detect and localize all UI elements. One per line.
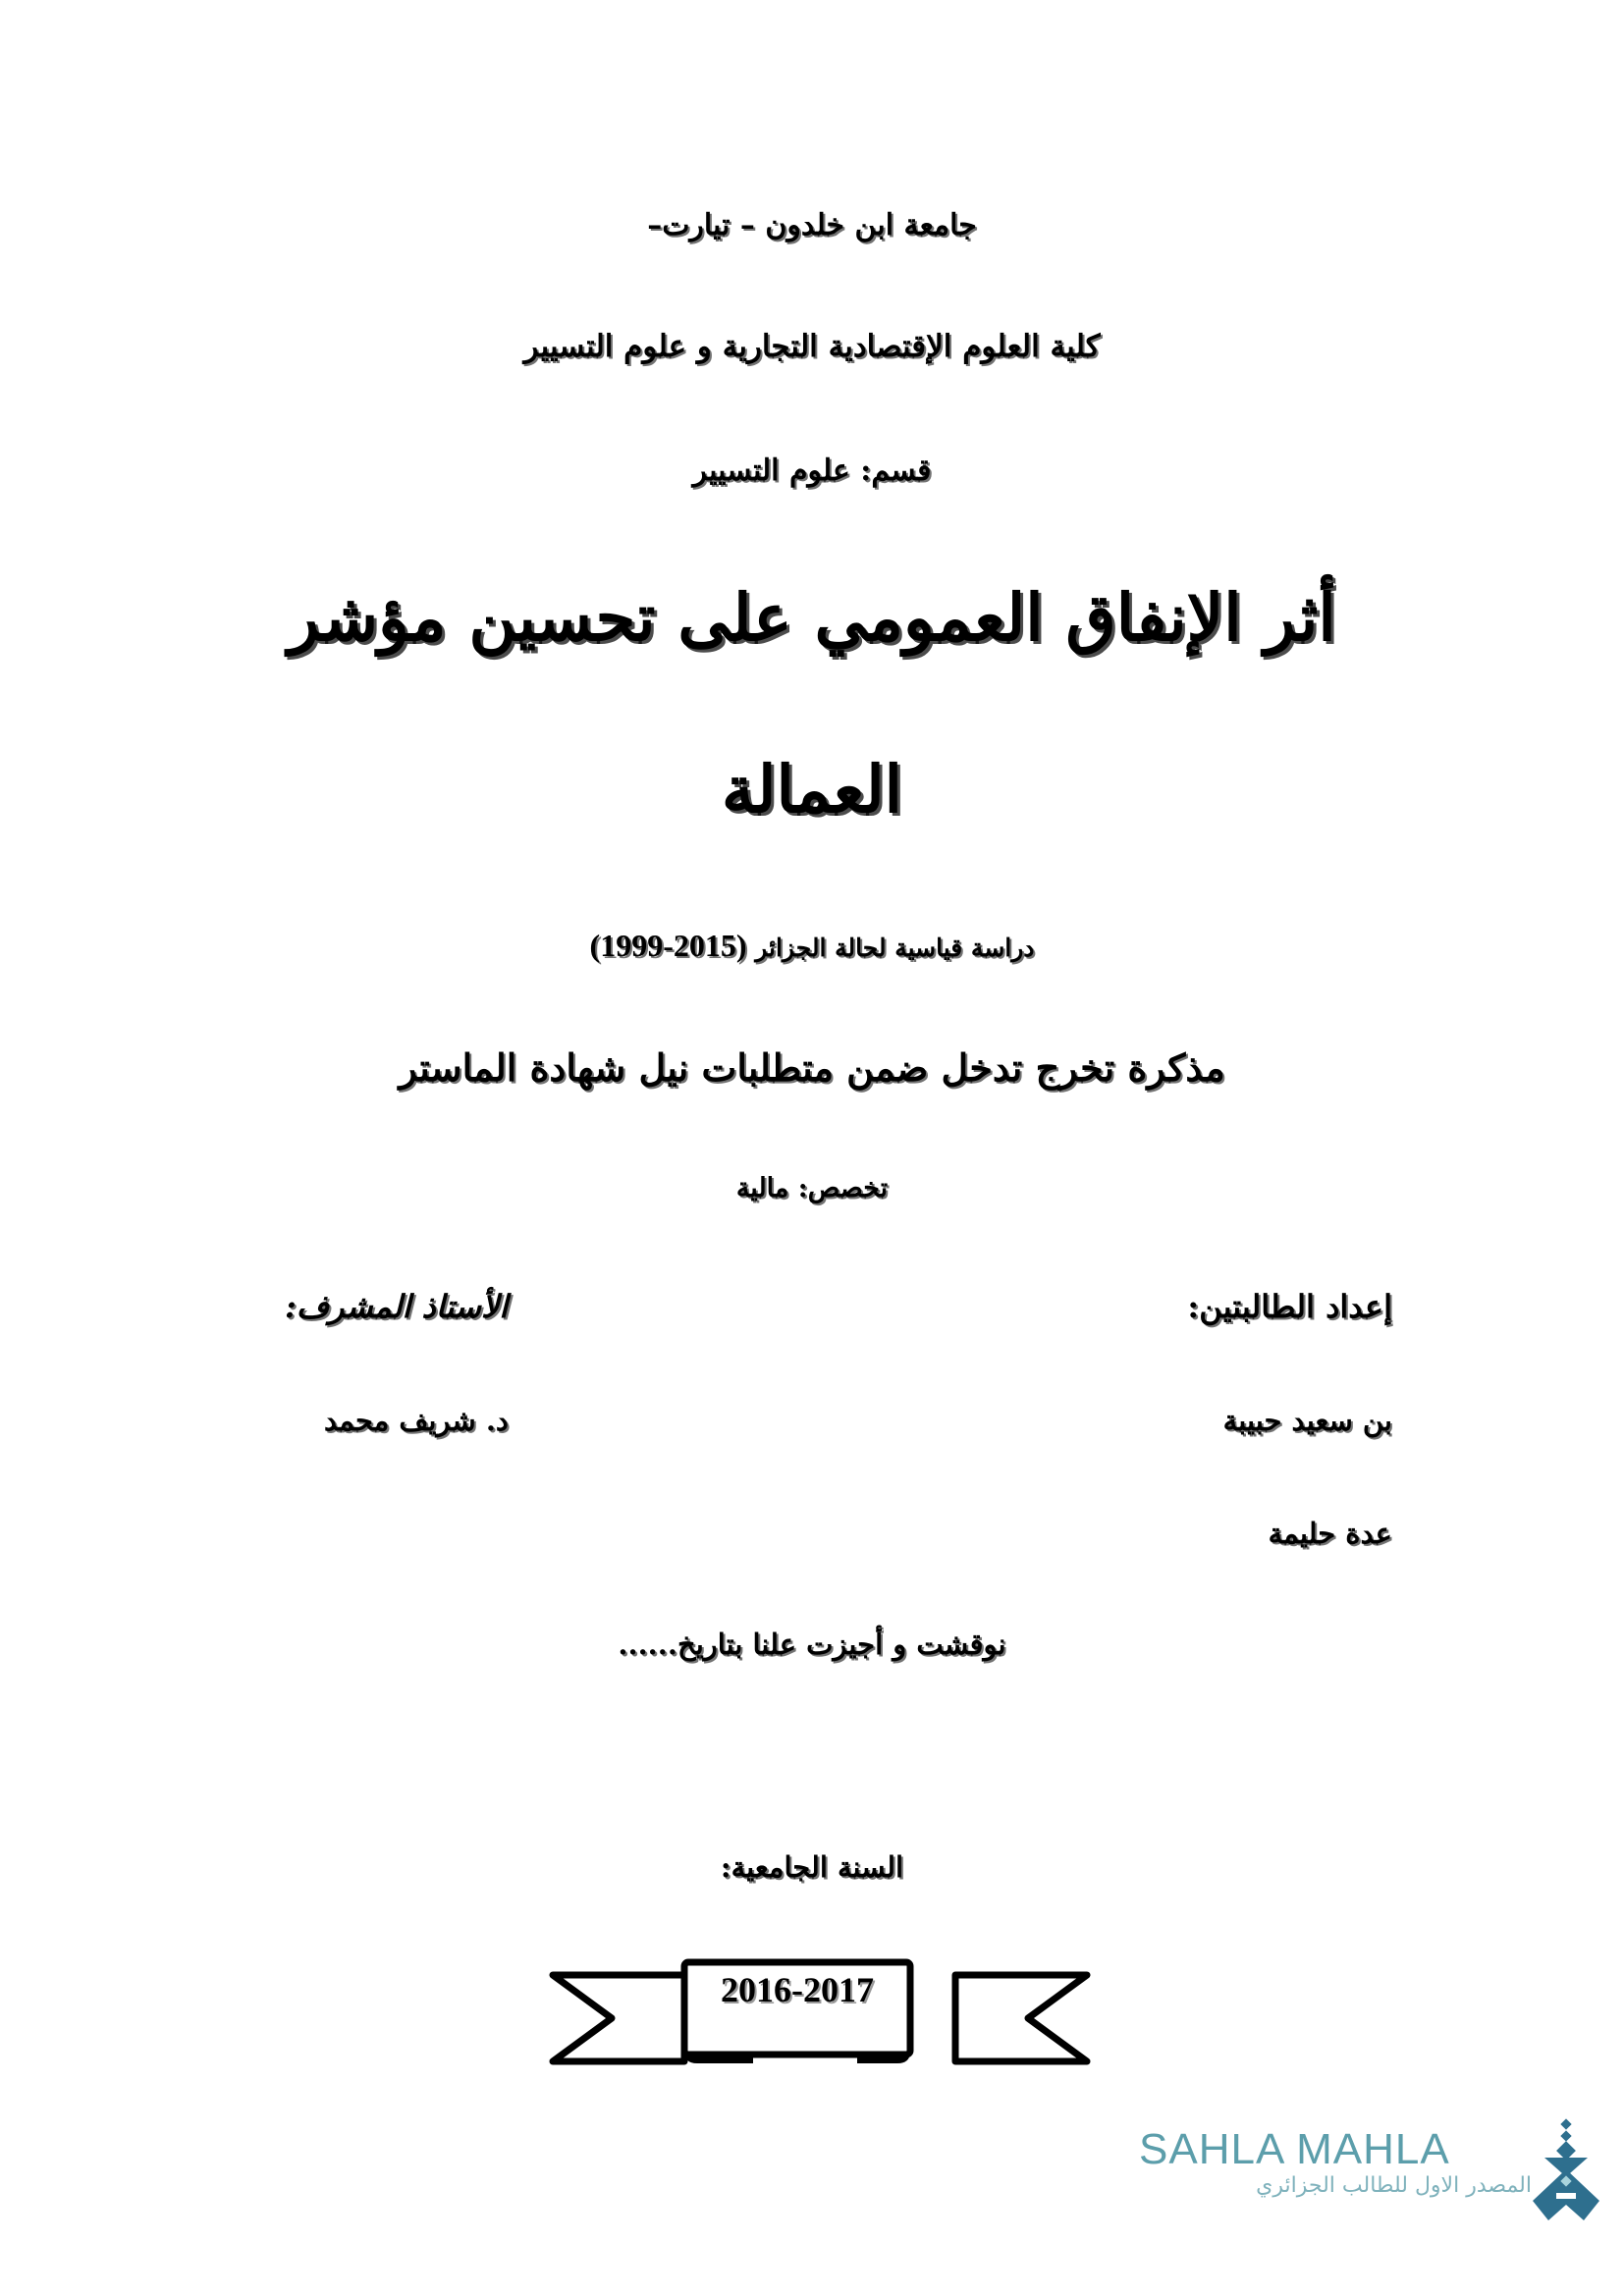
department-name: قسم: علوم التسيير bbox=[692, 454, 932, 488]
academic-year-value: 2016-2017 bbox=[721, 1970, 874, 2009]
sahla-mahla-watermark bbox=[1139, 2125, 1532, 2198]
student-name-2: عدة حليمة bbox=[1268, 1517, 1392, 1550]
prepared-by-label: إعداد الطالبتين: bbox=[1187, 1288, 1392, 1325]
study-years: (2015-1999) bbox=[589, 928, 747, 963]
watermark-title: SAHLA MAHLA bbox=[1139, 2125, 1450, 2173]
discussion-date: نوقشت و أجيزت علنا بتاريخ...... bbox=[618, 1628, 1006, 1661]
thesis-title-line-1: أثر الإنفاق العمومي على تحسين مؤشر bbox=[288, 579, 1336, 656]
study-subtitle bbox=[0, 928, 1624, 964]
memo-statement: مذكرة تخرج تدخل ضمن متطلبات نيل شهادة الماستر bbox=[399, 1045, 1225, 1090]
study-label: دراسة قياسية لحالة الجزائر bbox=[755, 934, 1035, 962]
academic-year-label: السنة الجامعية: bbox=[720, 1850, 904, 1884]
university-name: جامعة ابن خلدون – تيارت– bbox=[647, 208, 977, 242]
sahla-mahla-logo-icon bbox=[1527, 2118, 1605, 2226]
supervisor-label: الأستاذ المشرف: bbox=[285, 1288, 509, 1325]
faculty-name: كلية العلوم الإقتصادية التجارية و علوم التسيير bbox=[523, 329, 1101, 364]
watermark-subtitle: المصدر الاول للطالب الجزائري bbox=[1256, 2173, 1532, 2198]
specialization: تخصص: مالية bbox=[735, 1173, 889, 1203]
supervisor-name: د. شريف محمد bbox=[324, 1404, 509, 1437]
thesis-title-line-2: العمالة bbox=[721, 751, 903, 828]
student-name-1: بن سعيد حبيبة bbox=[1222, 1404, 1392, 1437]
